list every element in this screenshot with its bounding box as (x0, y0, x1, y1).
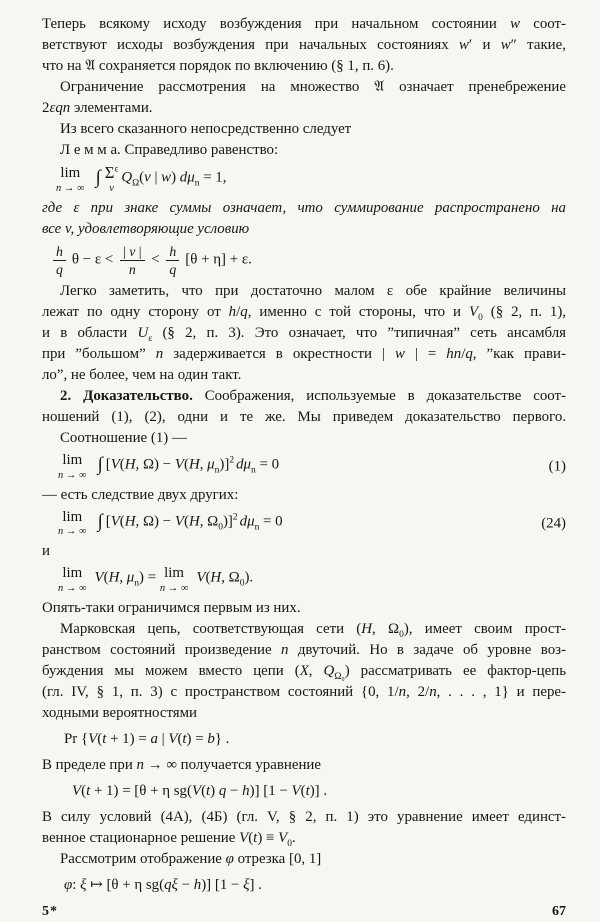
text-line: Рассмотрим отображение φ отрезка [0, 1] (60, 851, 322, 868)
text-line: все v, удовлетворяющие условию (42, 220, 250, 237)
text-line: ветствуют исходы возбуждения при начальных состояниях w′ и w″ такие, (42, 37, 566, 53)
paragraph-relation1 (42, 428, 566, 449)
paragraph-markov (42, 619, 566, 724)
text-line: Из всего сказанного непосредственно следует (60, 121, 352, 137)
paragraph-mapping (42, 849, 566, 870)
text-line: что на 𝔄 сохраняется порядок по включению (§ 1, п. 6). (42, 58, 394, 74)
paragraph-where-epsilon (42, 198, 566, 240)
equation-number: (24) (541, 515, 566, 532)
paragraph-intro (42, 14, 566, 77)
formula-body: lim n → ∞ ∫ [V(H, Ω) − V(H, $\Omega_0)]^2$ $d\mu_n = 0$ (58, 508, 283, 538)
formula-body: $\frac{h}{q}$ θ − ε < $\frac{| v |}{n}$ < $\frac{h}{q}$ [θ + η] + ε. (50, 244, 252, 277)
text-line: В силу условий (4А), (4Б) (гл. V, § 2, п. 1) это уравнение имеет единст- (42, 809, 566, 826)
text-line: где ε при знаке суммы означает, что суммирование распространено на (42, 199, 566, 216)
paragraph-again (42, 598, 566, 619)
formula-lim-sum (42, 165, 566, 194)
paragraph-conditions (42, 807, 566, 849)
paragraph-and (42, 541, 566, 562)
formula-recurrence: V(t + 1) = [θ + η sg(V(t) q − h)] [1 − V(t)] . (72, 783, 328, 800)
formula-inequality (42, 244, 566, 277)
paragraph-restriction (42, 77, 566, 119)
text-line: Ограничение рассмотрения на множество 𝔄 означает пренебрежение (60, 79, 566, 95)
text-line: Марковская цепь, соответствующая сети (H, $\Omega_0$), имеет своим прост- (60, 621, 566, 641)
equation-number: (1) (548, 458, 566, 475)
text-line: Соотношение (1) — (60, 430, 187, 447)
paragraph-in-limit (42, 755, 566, 776)
text-line: В пределе при n → ∞ получается уравнение (42, 757, 322, 774)
page-content (42, 14, 566, 901)
text-line: Теперь всякому исходу возбуждения при начальном состоянии w соот- (42, 16, 566, 32)
paragraph-easy-to-note (42, 281, 566, 386)
paragraph-lemma (42, 140, 566, 161)
paragraph-proof (42, 386, 566, 428)
paragraph-follows (42, 119, 566, 140)
paragraph-consequence (42, 485, 566, 506)
text-line: лежат по одну сторону от h/q, именно с той стороны, что и $V_0$ (§ 2, п. 1), (42, 304, 566, 324)
text-line: (гл. IV, § 1, п. 3) с пространством состояний {0, 1/n, 2/n, . . . , 1} и пере- (42, 684, 566, 701)
formula-body: lim n → ∞ V(H, $\mu_n$) = lim n → ∞ V(H, $\Omega_0$). (58, 565, 254, 595)
text-line: Легко заметить, что при достаточно малом ε обе крайние величины (60, 283, 566, 300)
text-line: и (42, 543, 50, 560)
text-line: 2εqn элементами. (42, 100, 153, 116)
formula-body: lim n → ∞ ∫ [V(H, Ω) − V(H, $\mu_n)]^2$ $d\mu_n = 0$ (58, 452, 280, 481)
formula-lim-equality (42, 566, 566, 594)
formula-eq24 (42, 510, 566, 538)
text-line: 2. Доказательство. Соображения, используемые в доказательстве соот- (60, 388, 567, 405)
formula-body: lim n → ∞ ∫ $\Sigma^\varepsilon$ v $Q_\Omega(v$ | w) $d\mu_n = 1$, (56, 163, 227, 194)
text-line: ношений (1), (2), одни и те же. Мы приведем доказательство первого. (42, 409, 566, 426)
formula-phi: φ: ξ ↦ [θ + η sg(qξ − h)] [1 − ξ] . (64, 877, 262, 894)
text-line: буждения мы можем вместо цепи (X, $Q_{\Omega_0}$) рассматривать ее фактор-цепь (42, 663, 566, 683)
text-line: при ”большом” n задерживается в окрестности | w | = hn/q, ”как прави- (42, 346, 566, 363)
text-line: Л е м м а. Справедливо равенство: (60, 142, 279, 158)
text-line: и в области $U_\varepsilon$ (§ 2, п. 3). Это означает, что ”типичная” сеть ансамбля (42, 325, 566, 345)
text-line: ходными вероятностями (42, 705, 198, 722)
formula-eq1 (42, 453, 566, 481)
print-signature-label: 5* (42, 904, 58, 920)
page-number-label: 67 (552, 904, 566, 920)
text-line: венное стационарное решение $V(t) \equiv V_0$. (42, 830, 296, 850)
page-footer (42, 901, 566, 922)
text-line: — есть следствие двух других: (42, 486, 239, 503)
formula-pr: Pr {V(t + 1) = a | V(t) = b} . (64, 731, 230, 748)
text-line: Опять-таки ограничимся первым из них. (42, 600, 301, 617)
text-line: ранством состояний произведение n двуточий. Но в задаче об уровне воз- (42, 642, 566, 659)
text-line: ло”, не более, чем на один такт. (42, 367, 242, 384)
